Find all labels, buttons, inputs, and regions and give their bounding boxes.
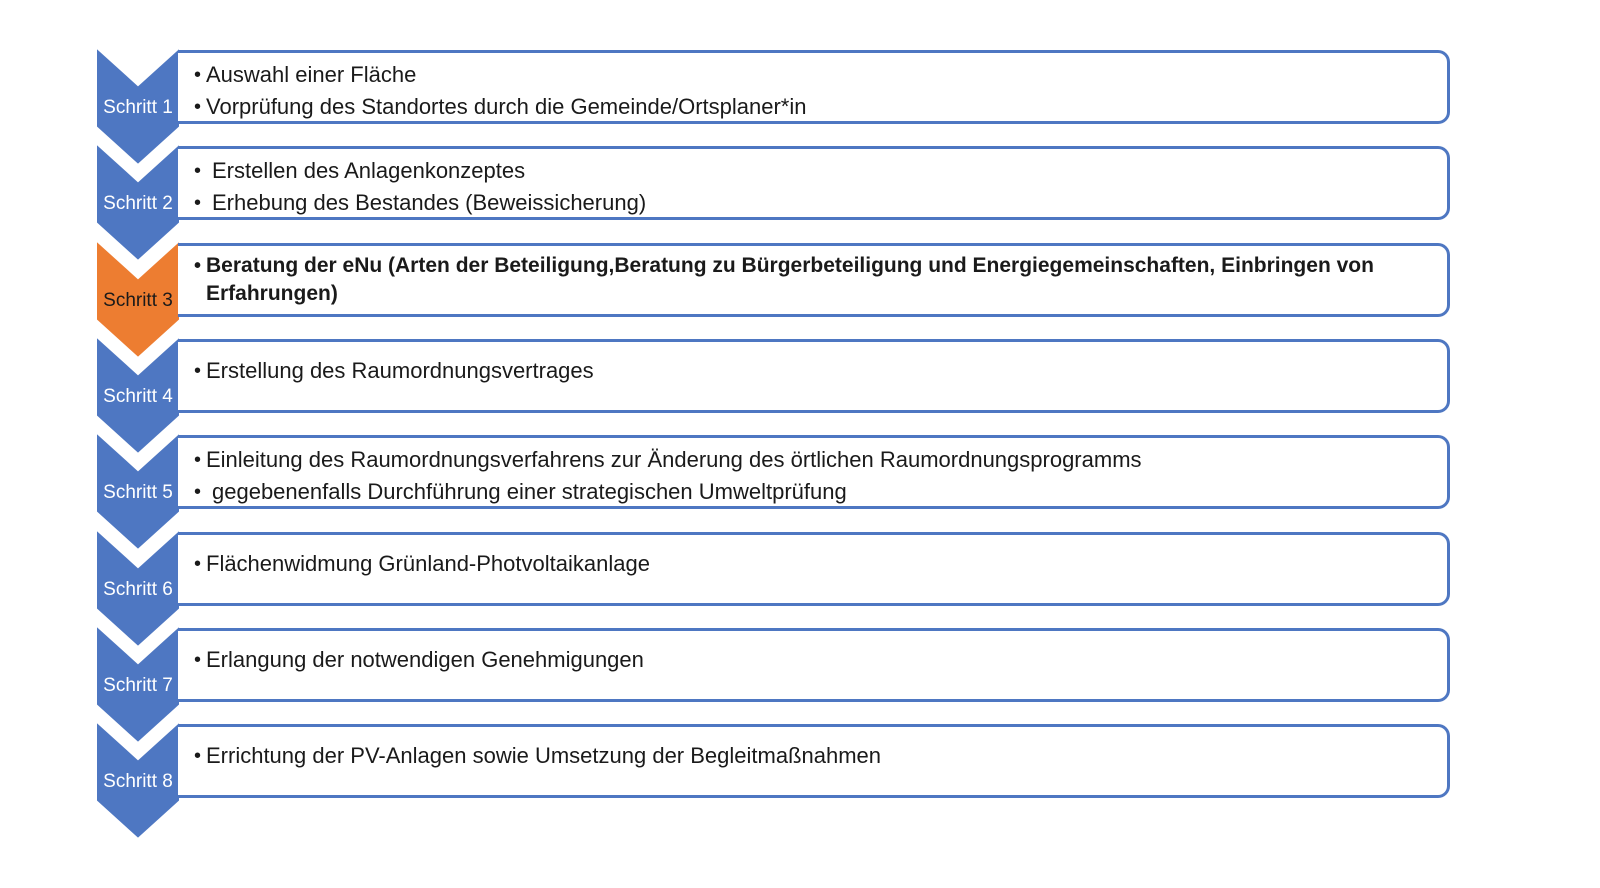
step-content-box	[178, 339, 1450, 413]
step-content-box	[178, 50, 1450, 124]
bullet-text: Beratung der eNu (Arten der Beteiligung,Beratung zu Bürgerbeteiligung und Energiegemeinschaften, Einbringen von Erfahrungen)	[206, 253, 1374, 305]
step-content-box	[178, 724, 1450, 798]
bullet-dot-icon: •	[194, 481, 202, 504]
step-label: Schritt 1	[103, 97, 173, 118]
bullet-item	[194, 187, 1423, 219]
bullet-text: Erlangung der notwendigen Genehmigungen	[206, 646, 644, 672]
bullet-dot-icon: •	[194, 648, 202, 671]
bullet-item	[194, 740, 1423, 772]
bullet-dot-icon: •	[194, 254, 202, 277]
step-5	[0, 432, 1600, 512]
bullet-item	[194, 155, 1423, 187]
bullet-text: Vorprüfung des Standortes durch die Gemeinde/Ortsplaner*in	[206, 94, 807, 119]
bullet-item	[194, 252, 1423, 308]
step-content-box	[178, 146, 1450, 220]
bullet-item	[194, 444, 1423, 476]
step-content-box	[178, 532, 1450, 606]
bullet-text: Einleitung des Raumordnungsverfahrens zur Änderung des örtlichen Raumordnungsprogramms	[206, 447, 1142, 473]
bullet-text: Erstellen des Anlagenkonzeptes	[212, 158, 526, 184]
step-3	[0, 240, 1600, 320]
bullet-text: Erhebung des Bestandes (Beweissicherung)	[212, 190, 647, 216]
bullet-item	[194, 91, 1423, 123]
step-label: Schritt 8	[103, 771, 173, 793]
step-content-box	[178, 435, 1450, 509]
bullet-dot-icon: •	[194, 64, 202, 86]
bullet-item	[194, 548, 1423, 580]
bullet-item	[194, 644, 1423, 676]
step-label: Schritt 3	[103, 289, 173, 311]
step-label: Schritt 2	[103, 193, 173, 215]
bullet-text: Flächenwidmung Grünland-Photvoltaikanlage	[206, 550, 650, 576]
step-1	[0, 47, 1600, 127]
bullet-dot-icon: •	[194, 745, 202, 768]
step-4	[0, 336, 1600, 416]
step-6	[0, 529, 1600, 609]
bullet-dot-icon: •	[194, 552, 202, 575]
bullet-item	[194, 355, 1423, 387]
bullet-dot-icon: •	[194, 96, 202, 118]
bullet-dot-icon: •	[194, 192, 202, 215]
step-label: Schritt 7	[103, 674, 173, 696]
step-2	[0, 143, 1600, 223]
bullet-item	[194, 476, 1423, 508]
bullet-text: Erstellung des Raumordnungsvertrages	[206, 357, 594, 383]
step-content-box	[178, 628, 1450, 702]
step-label: Schritt 6	[103, 578, 173, 600]
step-content-box	[178, 243, 1450, 317]
bullet-dot-icon: •	[194, 160, 202, 183]
step-label: Schritt 4	[103, 385, 173, 407]
bullet-text: Auswahl einer Fläche	[206, 62, 417, 87]
step-label: Schritt 5	[103, 482, 173, 504]
bullet-item	[194, 59, 1423, 91]
bullet-text: gegebenenfalls Durchführung einer strategischen Umweltprüfung	[212, 479, 847, 505]
bullet-dot-icon: •	[194, 449, 202, 472]
bullet-dot-icon: •	[194, 359, 202, 382]
step-8	[0, 721, 1600, 801]
bullet-text: Errichtung der PV-Anlagen sowie Umsetzung der Begleitmaßnahmen	[206, 743, 882, 769]
step-7	[0, 625, 1600, 705]
